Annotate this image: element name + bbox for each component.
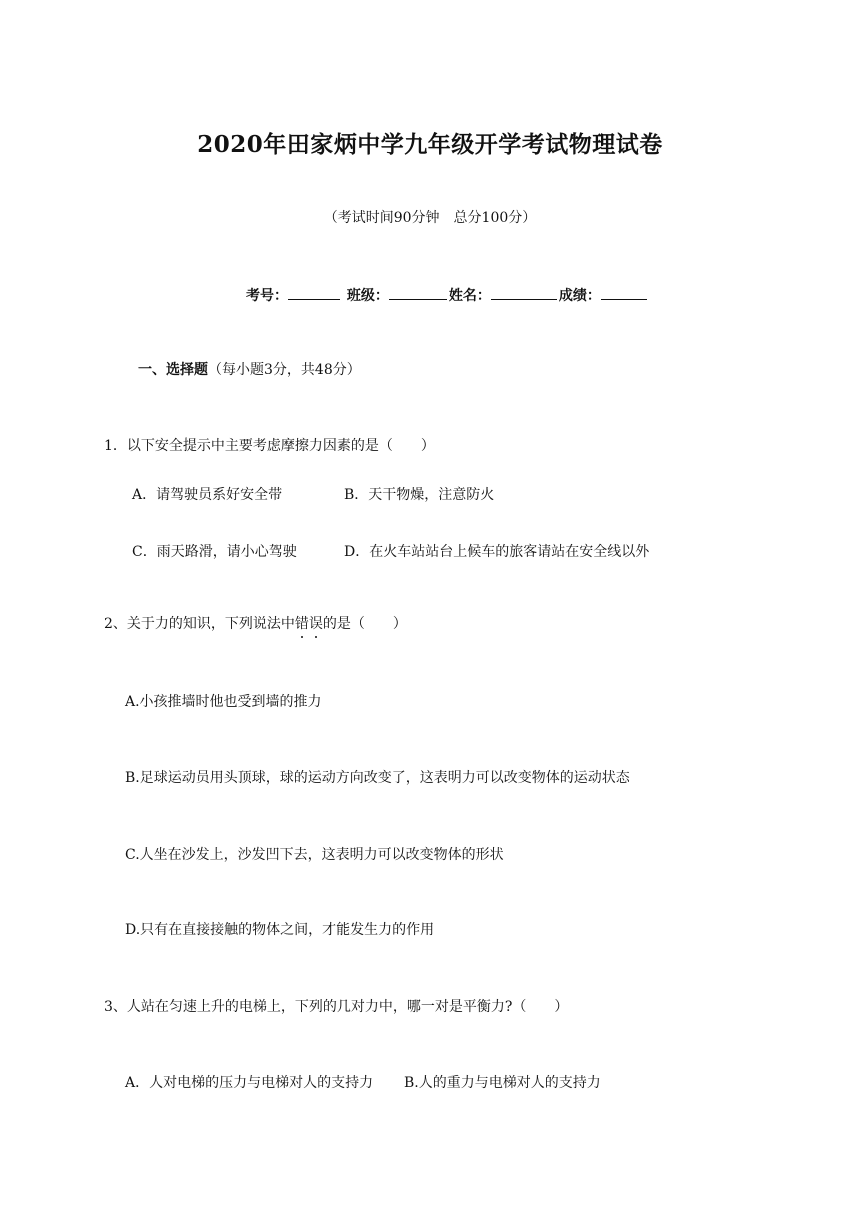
- name-blank[interactable]: [491, 285, 557, 300]
- question-2-option-c: C.人坐在沙发上，沙发凹下去，这表明力可以改变物体的形状: [125, 847, 504, 863]
- question-3-stem: 3、人站在匀速上升的电梯上，下列的几对力中，哪一对是平衡力?（ ）: [104, 999, 569, 1015]
- question-2-option-b: B.足球运动员用头顶球，球的运动方向改变了，这表明力可以改变物体的运动状态: [125, 770, 630, 786]
- question-2-stem: [104, 613, 407, 633]
- question-1-option-a: A．请驾驶员系好安全带: [132, 487, 283, 503]
- emphasis-char-2: 误: [309, 613, 323, 633]
- question-1-option-b: B．天干物燥，注意防火: [344, 487, 495, 503]
- section-title: 一、选择题: [138, 362, 208, 378]
- score-label: 成绩：: [558, 288, 601, 304]
- question-1-option-c: C．雨天路滑，请小心驾驶: [132, 544, 297, 560]
- section-heading: [138, 359, 361, 379]
- exam-subtitle: （考试时间90分钟 总分100分）: [323, 210, 537, 226]
- page-title: 2020年田家炳中学九年级开学考试物理试卷: [197, 131, 663, 158]
- section-note: （每小题3分，共48分）: [208, 362, 361, 378]
- emphasis-char-1: 错: [295, 613, 309, 633]
- class-blank[interactable]: [389, 285, 447, 300]
- question-2-stem-end: 的是（ ）: [322, 616, 407, 632]
- question-2-stem-start: 2、关于力的知识，下列说法中: [104, 616, 295, 632]
- question-2-option-d: D.只有在直接接触的物体之间，才能发生力的作用: [125, 922, 435, 938]
- exam-no-label: 考号：: [246, 288, 288, 304]
- question-2-option-a: A.小孩推墙时他也受到墙的推力: [125, 694, 322, 710]
- question-1-option-d: D．在火车站站台上候车的旅客请站在安全线以外: [344, 544, 650, 560]
- exam-no-blank[interactable]: [288, 285, 340, 300]
- question-3-option-b: B.人的重力与电梯对人的支持力: [404, 1075, 601, 1091]
- question-3-option-a: A．人对电梯的压力与电梯对人的支持力: [125, 1075, 374, 1091]
- student-info-line: [246, 285, 649, 305]
- score-blank[interactable]: [601, 285, 647, 300]
- question-1-stem: 1．以下安全提示中主要考虑摩擦力因素的是（ ）: [104, 438, 435, 454]
- class-label: 班级：: [346, 288, 389, 304]
- name-label: 姓名：: [448, 288, 491, 304]
